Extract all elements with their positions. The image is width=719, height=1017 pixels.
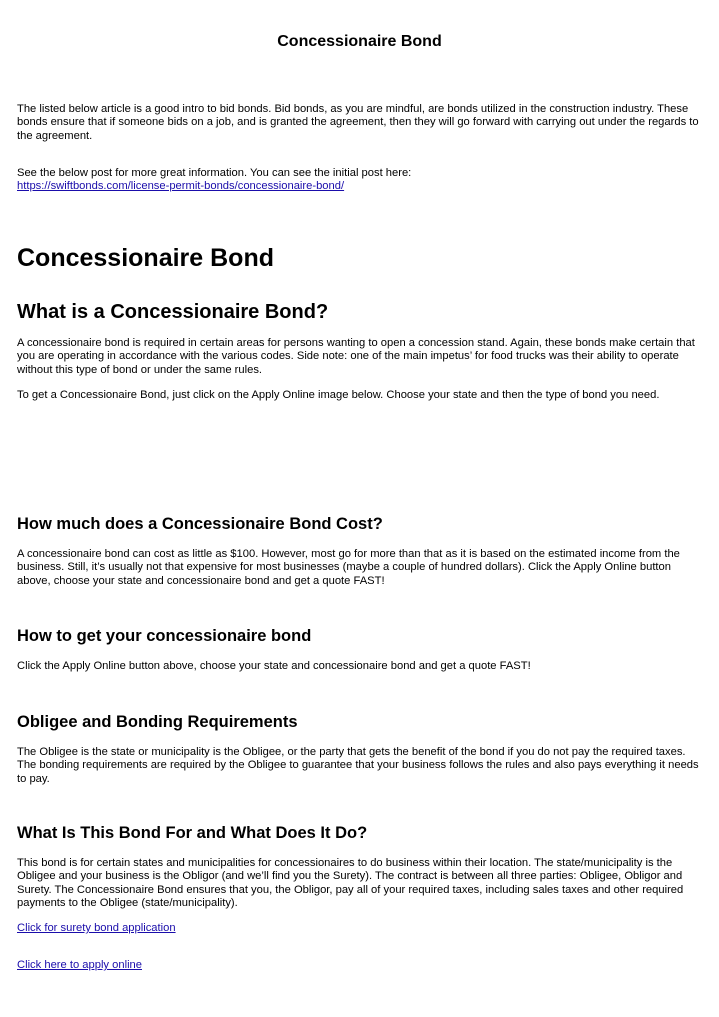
purpose-heading: What Is This Bond For and What Does It Do? [17,824,368,842]
obligee-paragraph: The Obligee is the state or municipality is the Obligee, or the party that gets the benefit of the bond if you do not pay the required taxes. The bonding requirements are required by the Obligee to guarantee that your business follows the rules and also pays everything it needs to pay. [17,746,699,785]
apply-instructions-paragraph: To get a Concessionaire Bond, just click on the Apply Online image below. Choose your state and then the type of bond you need. [17,389,660,401]
apply-online-link[interactable]: Click here to apply online [17,959,142,971]
intro-paragraph: The listed below article is a good intro to bid bonds. Bid bonds, as you are mindful, are bonds utilized in the construction industry. These bonds ensure that if someone bids on a job, and is granted the agreement, then they will go forward with carrying out under the regards to the agreement. [17,103,699,142]
cost-paragraph: A concessionaire bond can cost as little as $100. However, most go for more than that as it is based on the estimated income from the business. Still, it’s usually not that expensive for most businesses (maybe a couple of hundred dollars). Click the Apply Online button above, choose your state and concessionaire bond and get a quote FAST! [17,548,680,587]
obligee-heading: Obligee and Bonding Requirements [17,713,298,731]
page-title: Concessionaire Bond [277,33,442,50]
original-post-link[interactable]: https://swiftbonds.com/license-permit-bonds/concessionaire-bond/ [17,180,345,193]
howto-heading: How to get your concessionaire bond [17,627,312,645]
what-is-heading: What is a Concessionaire Bond? [17,301,329,323]
howto-paragraph: Click the Apply Online button above, choose your state and concessionaire bond and get a quote FAST! [17,660,531,672]
purpose-paragraph: This bond is for certain states and municipalities for concessionaires to do business within their location. The state/municipality is the Obligee and your business is the Obligor (and we’ll find you the Surety). The contract is between all three parties: Obligee, Obligor and Surety. The Concessionaire Bond ensures that you, the Obligor, pay all of your required taxes, including sales taxes and other required payments to the Obligee (state/municipality). [17,857,684,910]
surety-application-link[interactable]: Click for surety bond application [17,922,176,934]
intro-see-more [17,167,707,194]
cost-heading: How much does a Concessionaire Bond Cost? [17,515,383,533]
article-heading: Concessionaire Bond [17,244,274,272]
intro-see-more-text: See the below post for more great information. You can see the initial post here: [17,167,412,179]
what-is-paragraph: A concessionaire bond is required in certain areas for persons wanting to open a concession stand. Again, these bonds make certain that you are operating in accordance with the various codes. Side note: one of the main impetus’ for food trucks was their ability to operate without this type of bond or under the same rules. [17,337,695,376]
